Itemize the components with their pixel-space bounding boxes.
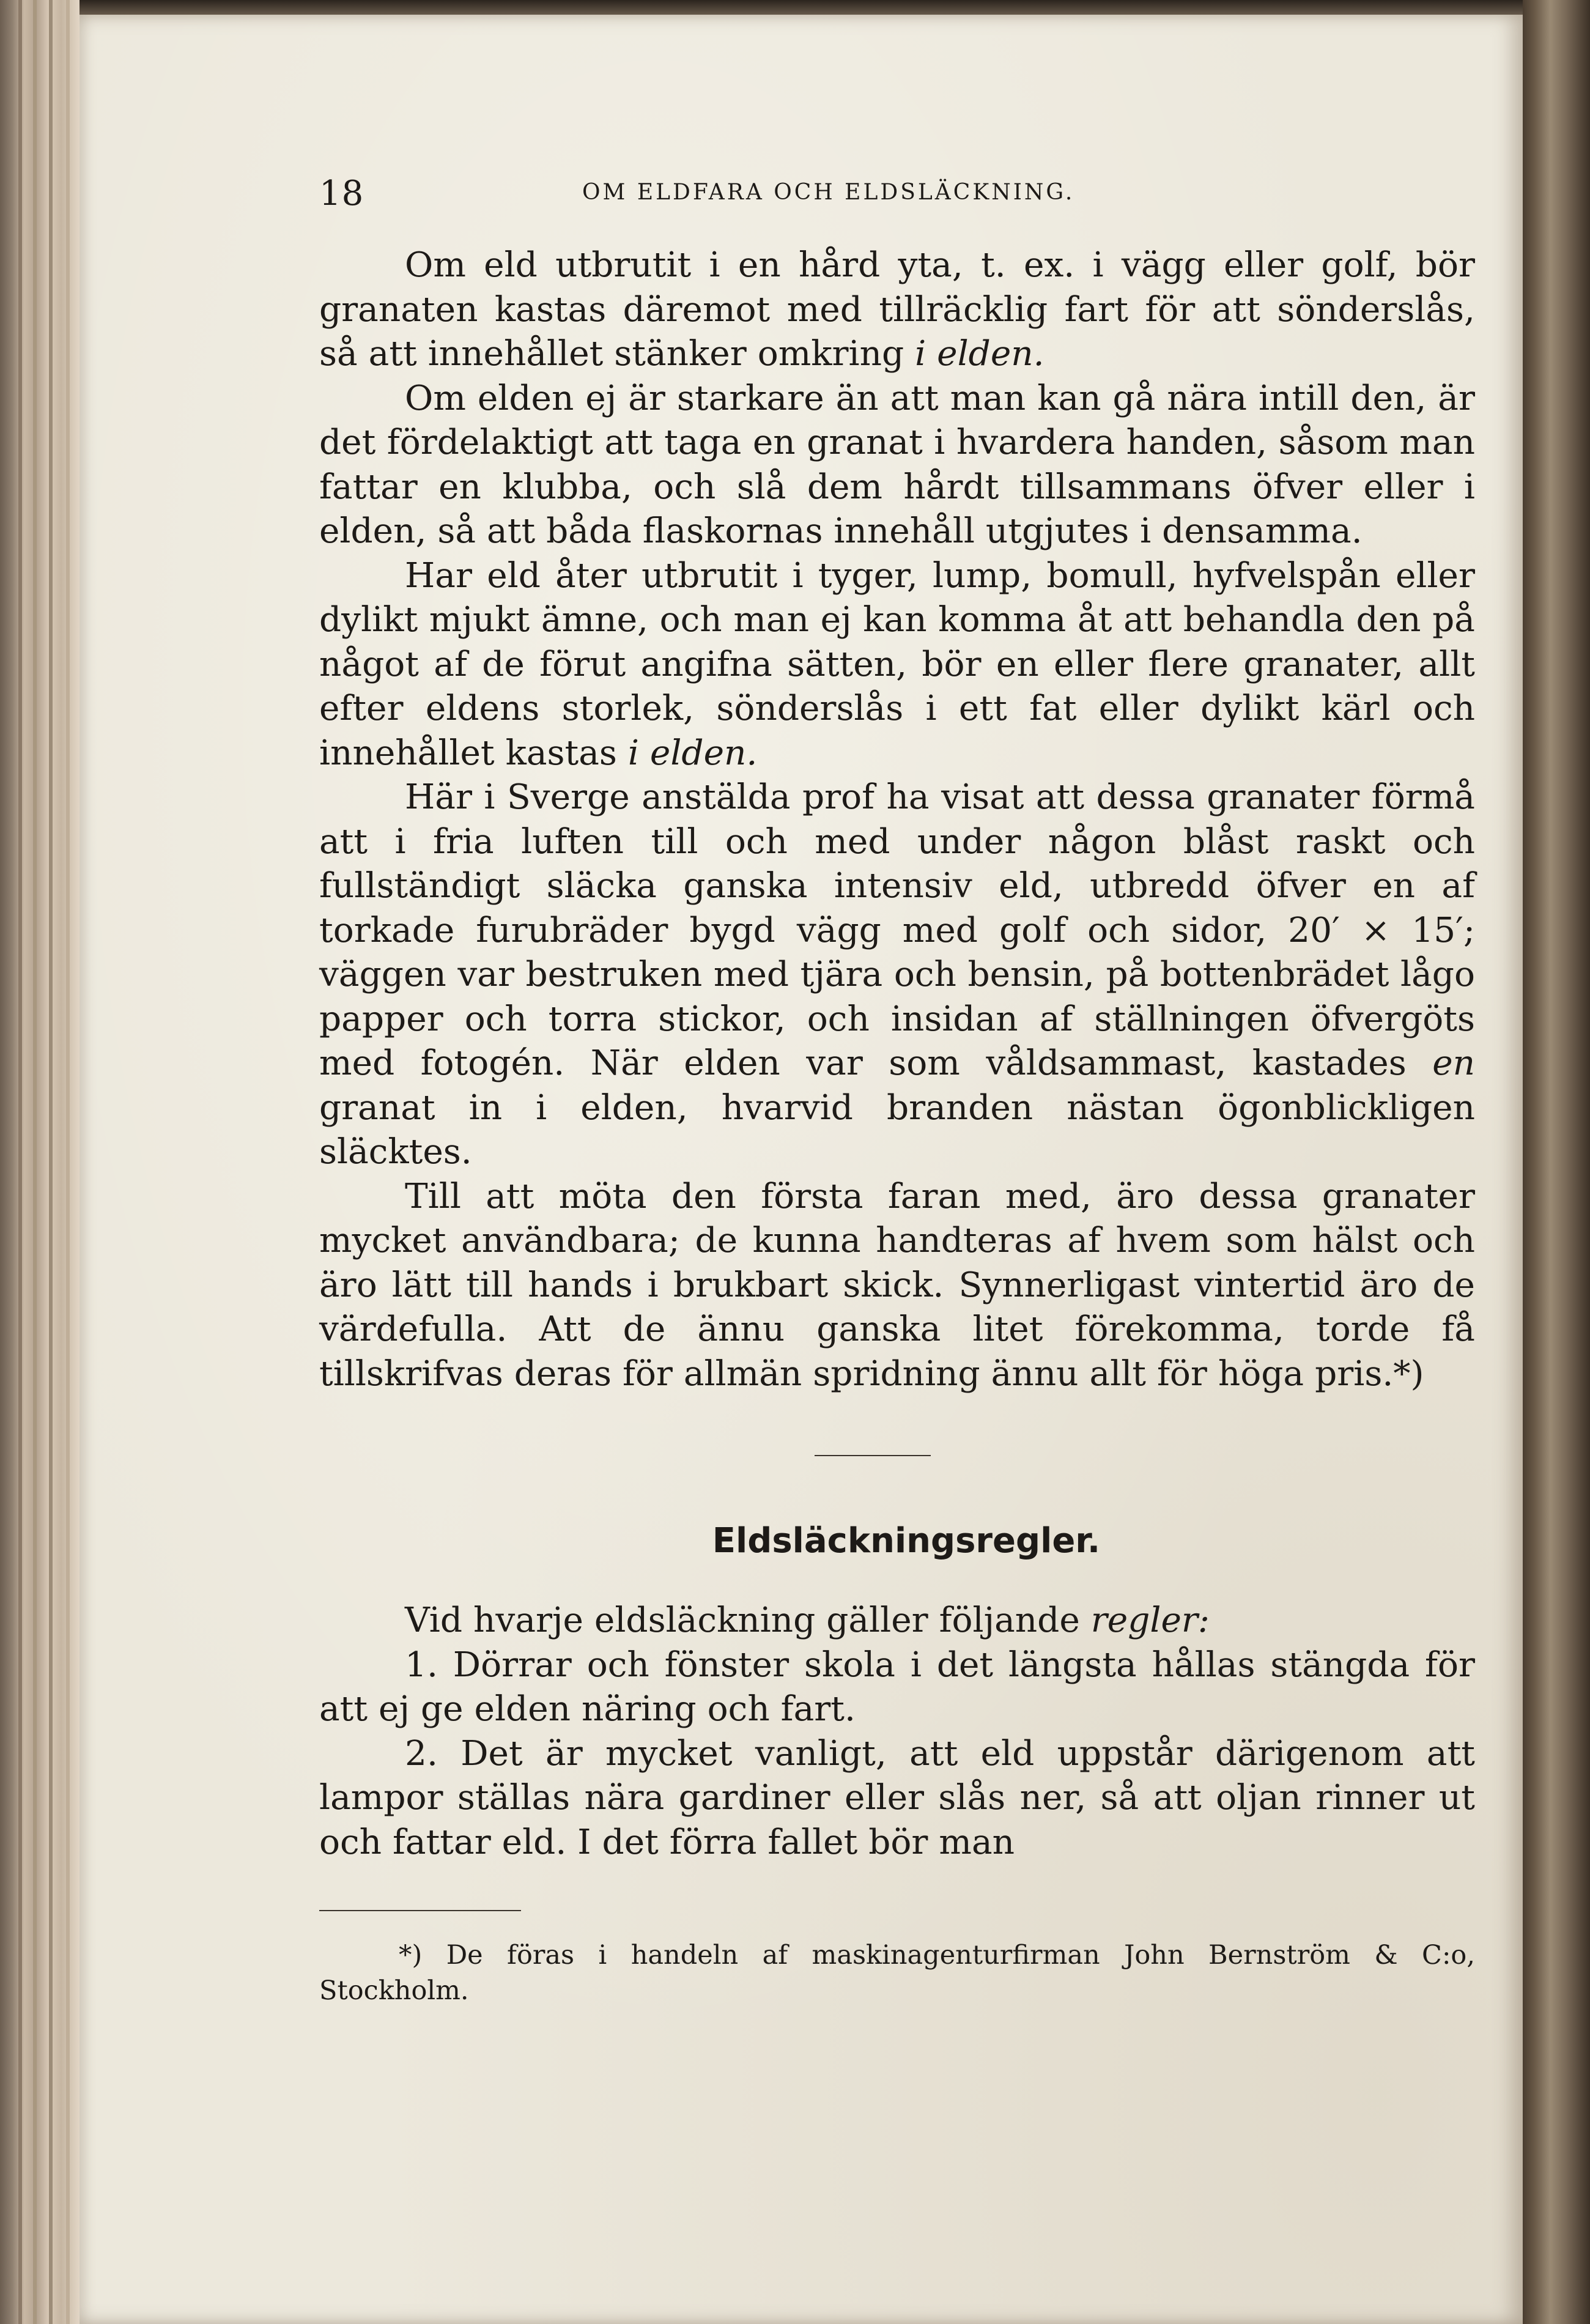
paragraph-4 [319, 775, 1475, 1175]
paragraph-5-text: Till att möta den första faran med, äro dessa granater mycket användbara; de kunna handteras af hvem som hälst och äro lätt till hands i brukbart skick. Synnerligast vintertid äro de värdefulla. Att de ännu ganska litet förekomma, torde få tillskrifvas deras för allmän spridning ännu allt för höga pris. [319, 1176, 1475, 1394]
running-title: OM ELDFARA OCH ELDSLÄCKNING. [582, 180, 1075, 205]
rules-intro-emphasis: regler: [1090, 1601, 1210, 1640]
top-edge [0, 0, 1590, 16]
paragraph-5 [319, 1175, 1475, 1397]
section-divider [815, 1455, 931, 1456]
paragraph-2: Om elden ej är starkare än att man kan gå nära intill den, är det fördelaktigt att taga en granat i hvardera handen, såsom man fattar en klubba, och slå dem hårdt tillsammans öfver eller i elden, så att båda flaskornas innehåll utgjutes i densamma. [319, 378, 1475, 551]
page-content [319, 174, 1475, 2035]
rules-intro-text: Vid hvarje eldsläckning gäller följande [405, 1601, 1080, 1640]
rule-1: 1. Dörrar och fönster skola i det längsta hållas stängda för att ej ge elden näring och fart. [319, 1645, 1475, 1729]
section-title: Eldsläckningsregler. [712, 1521, 1101, 1561]
page-number: 18 [319, 174, 364, 213]
paragraph-3-text: Har eld åter utbrutit i tyger, lump, bomull, hyfvelspån eller dylikt mjukt ämne, och man ej kan komma åt att behandla den på något af de förut angifna sätten, bör en eller flere granater, allt efter eldens storlek, sönderslås i ett fat eller dylikt kärl och innehållet kastas [319, 555, 1475, 773]
paragraph-3 [319, 554, 1475, 776]
paragraph-4-text-a: Här i Sverge anstälda prof ha visat att dessa granater förmå att i fria luften till och med under någon blåst raskt och fullständigt släcka ganska intensiv eld, utbredd öfver en af torkade furubräder bygd vägg med golf och sidor, 20′ × 15′; väggen var bestruken med tjära och bensin, på bottenbrädet lågo papper och torra stickor, och insidan af ställningen öfvergöts med fotogén. När elden var som våldsammast, kastades [319, 777, 1475, 1083]
paragraph-4-emphasis: en [1432, 1043, 1476, 1083]
footnote: *) De föras i handeln af maskinagenturfirman John Bernström & C:o, Stockholm. [319, 1940, 1475, 2006]
rules-intro [319, 1599, 1475, 1643]
footnote-divider [319, 1910, 521, 1911]
paragraph-1-emphasis: i elden. [915, 334, 1045, 374]
paragraph-1-text: Om eld utbrutit i en hård yta, t. ex. i vägg eller golf, bör granaten kastas däremot med tillräcklig fart för att sönderslås, så att innehållet stänker omkring [319, 245, 1475, 374]
running-head [319, 174, 1475, 223]
paragraph-4-text-b: granat in i elden, hvarvid branden nästan ögonblickligen släcktes. [319, 1087, 1475, 1172]
book-spine-edge [0, 0, 80, 2324]
paragraph-3-emphasis: i elden. [627, 733, 758, 773]
right-page-edge [1523, 0, 1590, 2324]
paragraph-1 [319, 243, 1475, 377]
book-page [80, 15, 1523, 2324]
footnote-marker: *) [1393, 1353, 1424, 1394]
rule-2: 2. Det är mycket vanligt, att eld uppstår därigenom att lampor ställas nära gardiner eller slås ner, så att oljan rinner ut och fattar eld. I det förra fallet bör man [319, 1733, 1475, 1862]
